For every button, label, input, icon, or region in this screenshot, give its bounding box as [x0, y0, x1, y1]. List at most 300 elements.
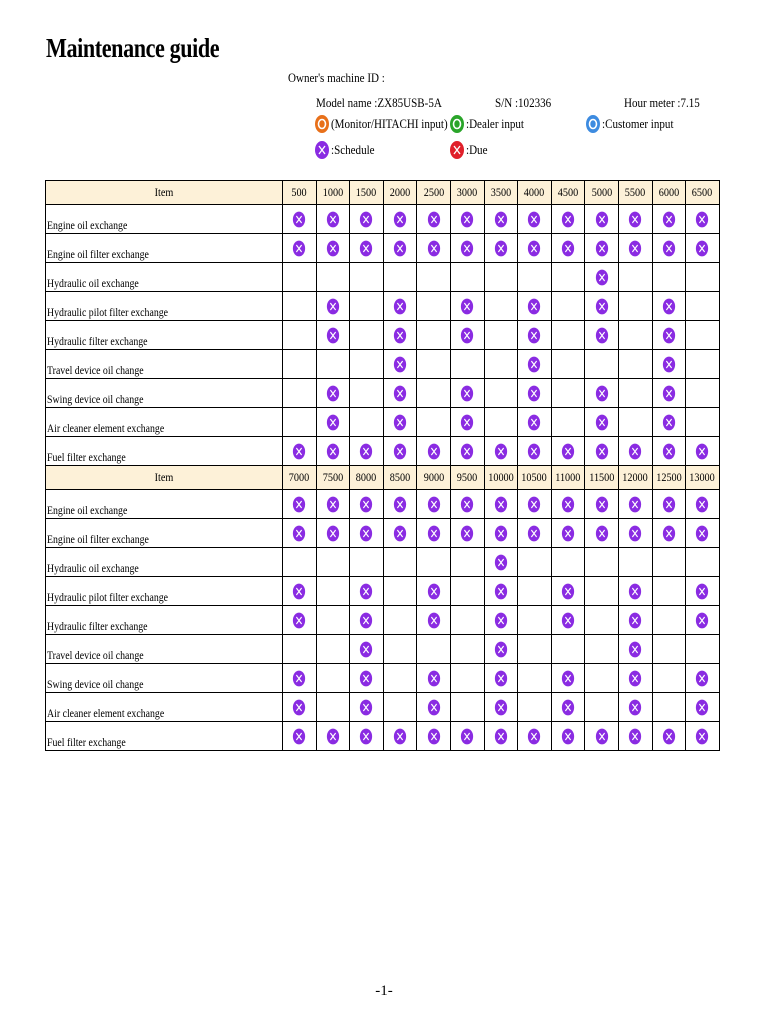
schedule-cell: [585, 693, 619, 722]
schedule-cell: [652, 292, 686, 321]
hour-column-header: [383, 181, 417, 205]
schedule-cell: [484, 577, 518, 606]
schedule-cell: [484, 693, 518, 722]
hour-column-header: [686, 181, 720, 205]
schedule-cell: [283, 292, 317, 321]
schedule-cell: [283, 408, 317, 437]
schedule-mark-icon: [427, 239, 441, 258]
schedule-mark-icon: [393, 210, 407, 229]
schedule-mark-icon: [494, 698, 508, 717]
table-row: [46, 606, 720, 635]
schedule-mark-icon: [393, 355, 407, 374]
schedule-cell: [350, 350, 384, 379]
maintenance-item-label: Fuel filter exchange: [47, 450, 126, 464]
schedule-cell: [383, 693, 417, 722]
maintenance-item-cell: [46, 350, 283, 379]
legend-monitor: [314, 114, 468, 134]
schedule-mark-icon: [595, 727, 609, 746]
maintenance-item-cell: [46, 292, 283, 321]
hour-label: 12500: [656, 470, 682, 484]
schedule-mark-icon: [494, 495, 508, 514]
schedule-cell: [518, 490, 552, 519]
hour-label: 11500: [589, 470, 615, 484]
schedule-cell: [484, 408, 518, 437]
schedule-cell: [383, 408, 417, 437]
schedule-cell: [417, 234, 451, 263]
schedule-cell: [618, 693, 652, 722]
serial-number: S/N :102336: [495, 95, 552, 110]
schedule-cell: [686, 577, 720, 606]
schedule-cell: [283, 635, 317, 664]
hour-label: 11000: [555, 470, 581, 484]
schedule-cell: [652, 693, 686, 722]
page-title: Maintenance guide: [46, 33, 220, 63]
schedule-cell: [383, 205, 417, 234]
schedule-cell: [417, 379, 451, 408]
schedule-cell: [686, 263, 720, 292]
schedule-mark-icon: [595, 495, 609, 514]
schedule-cell: [383, 490, 417, 519]
schedule-cell: [518, 379, 552, 408]
schedule-cell: [350, 693, 384, 722]
schedule-cell: [551, 548, 585, 577]
hour-column-header: [316, 466, 350, 490]
schedule-cell: [686, 205, 720, 234]
table-row: [46, 490, 720, 519]
schedule-cell: [518, 606, 552, 635]
schedule-cell: [484, 321, 518, 350]
page-number: -1-: [375, 983, 393, 999]
schedule-cell: [618, 635, 652, 664]
schedule-cell: [350, 519, 384, 548]
schedule-mark-icon: [326, 210, 340, 229]
schedule-mark-icon: [427, 611, 441, 630]
maintenance-item-cell: [46, 519, 283, 548]
schedule-mark-icon: [527, 442, 541, 461]
schedule-cell: [618, 577, 652, 606]
schedule-cell: [316, 321, 350, 350]
item-header-label: Item: [154, 470, 174, 484]
hour-label: 4500: [557, 185, 579, 199]
schedule-cell: [551, 350, 585, 379]
table-row: [46, 519, 720, 548]
schedule-cell: [350, 408, 384, 437]
schedule-cell: [618, 722, 652, 751]
schedule-cell: [652, 577, 686, 606]
schedule-cell: [350, 490, 384, 519]
schedule-mark-icon: [595, 384, 609, 403]
schedule-mark-icon: [662, 524, 676, 543]
schedule-cell: [585, 234, 619, 263]
hour-label: 5000: [591, 185, 612, 199]
hour-column-header: [518, 181, 552, 205]
maintenance-item-cell: [46, 548, 283, 577]
schedule-cell: [518, 292, 552, 321]
schedule-mark-icon: [359, 698, 373, 717]
schedule-mark-icon: [527, 413, 541, 432]
hour-label: 13000: [689, 470, 716, 484]
schedule-mark-icon: [494, 611, 508, 630]
schedule-cell: [450, 548, 484, 577]
schedule-cell: [652, 263, 686, 292]
maintenance-item-cell: [46, 722, 283, 751]
table-row: [46, 693, 720, 722]
schedule-mark-icon: [292, 582, 306, 601]
schedule-mark-icon: [527, 297, 541, 316]
schedule-mark-icon: [695, 698, 709, 717]
schedule-mark-icon: [695, 442, 709, 461]
schedule-cell: [450, 722, 484, 751]
schedule-mark-icon: [427, 727, 441, 746]
schedule-mark-icon: [628, 611, 642, 630]
schedule-mark-icon: [527, 727, 541, 746]
schedule-cell: [551, 321, 585, 350]
schedule-cell: [686, 664, 720, 693]
schedule-mark-icon: [393, 442, 407, 461]
schedule-cell: [283, 722, 317, 751]
table-row: [46, 437, 720, 466]
schedule-cell: [585, 321, 619, 350]
schedule-cell: [450, 321, 484, 350]
schedule-cell: [283, 664, 317, 693]
schedule-mark-icon: [561, 210, 575, 229]
hour-column-header: [618, 466, 652, 490]
item-header-label: Item: [154, 185, 174, 199]
schedule-mark-icon: [460, 524, 474, 543]
schedule-cell: [585, 205, 619, 234]
schedule-mark-icon: [427, 495, 441, 514]
schedule-mark-icon: [628, 582, 642, 601]
hour-label: 8000: [356, 470, 377, 484]
schedule-cell: [283, 321, 317, 350]
dealer-input-icon: [449, 114, 465, 134]
hour-label: 5500: [625, 185, 646, 199]
maintenance-item-cell: [46, 635, 283, 664]
schedule-mark-icon: [427, 698, 441, 717]
schedule-mark-icon: [359, 239, 373, 258]
schedule-cell: [350, 263, 384, 292]
maintenance-item-label: Swing device oil change: [47, 392, 144, 406]
maintenance-item-label: Engine oil filter exchange: [47, 532, 149, 546]
schedule-mark-icon: [662, 384, 676, 403]
schedule-cell: [417, 292, 451, 321]
schedule-cell: [417, 519, 451, 548]
schedule-cell: [350, 606, 384, 635]
schedule-cell: [283, 379, 317, 408]
schedule-cell: [585, 548, 619, 577]
schedule-mark-icon: [595, 413, 609, 432]
schedule-mark-icon: [628, 640, 642, 659]
schedule-cell: [585, 292, 619, 321]
schedule-mark-icon: [628, 727, 642, 746]
schedule-mark-icon: [561, 495, 575, 514]
schedule-cell: [417, 577, 451, 606]
schedule-cell: [350, 205, 384, 234]
table-row: [46, 577, 720, 606]
schedule-cell: [551, 292, 585, 321]
schedule-cell: [417, 722, 451, 751]
schedule-cell: [484, 548, 518, 577]
schedule-cell: [450, 490, 484, 519]
schedule-mark-icon: [359, 524, 373, 543]
schedule-cell: [652, 379, 686, 408]
legend-monitor-label: (Monitor/HITACHI input): [331, 116, 448, 131]
table-row: [46, 321, 720, 350]
schedule-cell: [484, 263, 518, 292]
schedule-cell: [551, 722, 585, 751]
maintenance-item-label: Air cleaner element exchange: [47, 421, 165, 435]
schedule-cell: [316, 519, 350, 548]
schedule-cell: [484, 437, 518, 466]
item-column-header: [46, 466, 283, 490]
owner-machine-id-label: Owner's machine ID :: [288, 70, 385, 85]
schedule-mark-icon: [527, 210, 541, 229]
schedule-mark-icon: [628, 524, 642, 543]
schedule-cell: [551, 693, 585, 722]
schedule-cell: [484, 234, 518, 263]
hour-column-header: [518, 466, 552, 490]
schedule-cell: [551, 379, 585, 408]
schedule-mark-icon: [561, 442, 575, 461]
schedule-mark-icon: [292, 727, 306, 746]
schedule-mark-icon: [695, 495, 709, 514]
table-row: [46, 379, 720, 408]
schedule-mark-icon: [561, 524, 575, 543]
schedule-mark-icon: [662, 355, 676, 374]
hour-column-header: [350, 466, 384, 490]
schedule-mark-icon: [595, 326, 609, 345]
item-column-header: [46, 181, 283, 205]
hour-label: 12000: [622, 470, 648, 484]
schedule-cell: [450, 263, 484, 292]
schedule-mark-icon: [494, 669, 508, 688]
schedule-cell: [618, 379, 652, 408]
schedule-cell: [585, 263, 619, 292]
schedule-mark-icon: [494, 210, 508, 229]
hour-column-header: [585, 181, 619, 205]
schedule-mark-icon: [359, 669, 373, 688]
hour-label: 3500: [490, 185, 512, 199]
schedule-cell: [417, 664, 451, 693]
schedule-cell: [417, 490, 451, 519]
schedule-mark-icon: [427, 669, 441, 688]
schedule-mark-icon: [460, 442, 474, 461]
schedule-cell: [652, 408, 686, 437]
schedule-cell: [316, 490, 350, 519]
maintenance-item-label: Engine oil exchange: [47, 503, 128, 517]
header-row: [46, 466, 720, 490]
hour-label: 9500: [457, 470, 478, 484]
schedule-cell: [484, 490, 518, 519]
schedule-cell: [350, 379, 384, 408]
customer-input-icon: [585, 114, 601, 134]
schedule-mark-icon: [595, 524, 609, 543]
schedule-cell: [450, 519, 484, 548]
schedule-cell: [618, 437, 652, 466]
schedule-cell: [283, 548, 317, 577]
schedule-mark-icon: [494, 582, 508, 601]
maintenance-item-label: Hydraulic pilot filter exchange: [47, 590, 169, 604]
table-row: [46, 263, 720, 292]
schedule-cell: [652, 548, 686, 577]
schedule-cell: [652, 606, 686, 635]
maintenance-item-label: Hydraulic pilot filter exchange: [47, 305, 169, 319]
schedule-mark-icon: [527, 384, 541, 403]
hour-column-header: [316, 181, 350, 205]
hour-label: 1000: [322, 185, 344, 199]
schedule-cell: [350, 664, 384, 693]
schedule-mark-icon: [393, 239, 407, 258]
maintenance-item-cell: [46, 408, 283, 437]
maintenance-table: [45, 180, 720, 751]
legend-schedule: [314, 140, 382, 160]
schedule-mark-icon: [292, 611, 306, 630]
schedule-mark-icon: [460, 239, 474, 258]
schedule-cell: [316, 379, 350, 408]
schedule-cell: [585, 664, 619, 693]
schedule-cell: [450, 205, 484, 234]
hour-column-header: [618, 181, 652, 205]
schedule-cell: [551, 408, 585, 437]
legend-due-label: :Due: [466, 142, 488, 157]
schedule-cell: [450, 664, 484, 693]
schedule-cell: [417, 408, 451, 437]
hour-meter: Hour meter :7.15: [624, 95, 700, 110]
legend-dealer: [449, 114, 534, 134]
maintenance-item-label: Hydraulic filter exchange: [47, 334, 148, 348]
schedule-cell: [383, 577, 417, 606]
schedule-mark-icon: [628, 239, 642, 258]
maintenance-item-label: Hydraulic oil exchange: [47, 561, 139, 575]
hour-label: 3000: [457, 185, 478, 199]
schedule-cell: [551, 205, 585, 234]
schedule-cell: [316, 577, 350, 606]
table-row: [46, 205, 720, 234]
hour-label: 4000: [524, 185, 545, 199]
schedule-cell: [350, 722, 384, 751]
schedule-cell: [450, 606, 484, 635]
schedule-mark-icon: [359, 640, 373, 659]
schedule-cell: [518, 234, 552, 263]
schedule-cell: [283, 693, 317, 722]
maintenance-item-cell: [46, 234, 283, 263]
schedule-mark-icon: [393, 524, 407, 543]
schedule-mark-icon: [595, 210, 609, 229]
hour-column-header: [450, 181, 484, 205]
schedule-cell: [316, 664, 350, 693]
schedule-cell: [450, 577, 484, 606]
hour-column-header: [484, 181, 518, 205]
schedule-mark-icon: [460, 495, 474, 514]
schedule-cell: [686, 437, 720, 466]
maintenance-item-cell: [46, 437, 283, 466]
schedule-cell: [585, 437, 619, 466]
schedule-mark-icon: [292, 669, 306, 688]
schedule-mark-icon: [527, 326, 541, 345]
schedule-cell: [518, 664, 552, 693]
schedule-cell: [652, 635, 686, 664]
schedule-cell: [585, 350, 619, 379]
schedule-cell: [316, 408, 350, 437]
schedule-mark-icon: [292, 442, 306, 461]
schedule-mark-icon: [662, 239, 676, 258]
maintenance-item-label: Swing device oil change: [47, 677, 144, 691]
schedule-cell: [686, 292, 720, 321]
schedule-cell: [585, 519, 619, 548]
hour-label: 2500: [423, 185, 444, 199]
schedule-cell: [283, 350, 317, 379]
schedule-cell: [518, 635, 552, 664]
schedule-mark-icon: [494, 727, 508, 746]
schedule-mark-icon: [695, 669, 709, 688]
schedule-cell: [383, 606, 417, 635]
schedule-cell: [383, 321, 417, 350]
schedule-mark-icon: [359, 442, 373, 461]
schedule-mark-icon: [561, 611, 575, 630]
schedule-cell: [383, 234, 417, 263]
maintenance-item-label: Engine oil exchange: [47, 218, 128, 232]
schedule-mark-icon: [292, 239, 306, 258]
hour-column-header: [417, 466, 451, 490]
maintenance-item-cell: [46, 606, 283, 635]
schedule-mark-icon: [460, 326, 474, 345]
schedule-mark-icon: [292, 524, 306, 543]
schedule-cell: [518, 519, 552, 548]
monitor-input-icon: [314, 114, 330, 134]
schedule-cell: [518, 722, 552, 751]
schedule-mark-icon: [427, 210, 441, 229]
schedule-mark-icon: [662, 495, 676, 514]
schedule-cell: [518, 350, 552, 379]
schedule-mark-icon: [561, 239, 575, 258]
schedule-cell: [585, 379, 619, 408]
hour-column-header: [551, 466, 585, 490]
schedule-cell: [484, 722, 518, 751]
legend-dealer-label: :Dealer input: [466, 116, 524, 131]
hour-column-header: [450, 466, 484, 490]
hour-label: 8500: [389, 470, 411, 484]
hour-column-header: [686, 466, 720, 490]
hour-label: 10500: [521, 470, 548, 484]
schedule-mark-icon: [393, 297, 407, 316]
schedule-mark-icon: [393, 413, 407, 432]
hour-label: 7500: [322, 470, 344, 484]
schedule-cell: [551, 437, 585, 466]
schedule-cell: [518, 263, 552, 292]
schedule-cell: [350, 548, 384, 577]
schedule-mark-icon: [662, 297, 676, 316]
schedule-cell: [484, 519, 518, 548]
schedule-cell: [417, 635, 451, 664]
schedule-cell: [551, 635, 585, 664]
maintenance-item-cell: [46, 490, 283, 519]
hour-column-header: [551, 181, 585, 205]
maintenance-item-label: Air cleaner element exchange: [47, 706, 165, 720]
schedule-mark-icon: [393, 727, 407, 746]
schedule-mark-icon: [393, 495, 407, 514]
maintenance-item-label: Fuel filter exchange: [47, 735, 126, 749]
schedule-cell: [283, 606, 317, 635]
hour-label: 6000: [658, 185, 680, 199]
header-row: [46, 181, 720, 205]
schedule-mark-icon: [662, 210, 676, 229]
schedule-mark-icon: [695, 524, 709, 543]
schedule-mark-icon: [628, 495, 642, 514]
schedule-cell: [383, 722, 417, 751]
schedule-mark-icon: [595, 239, 609, 258]
schedule-cell: [350, 635, 384, 664]
schedule-cell: [350, 437, 384, 466]
